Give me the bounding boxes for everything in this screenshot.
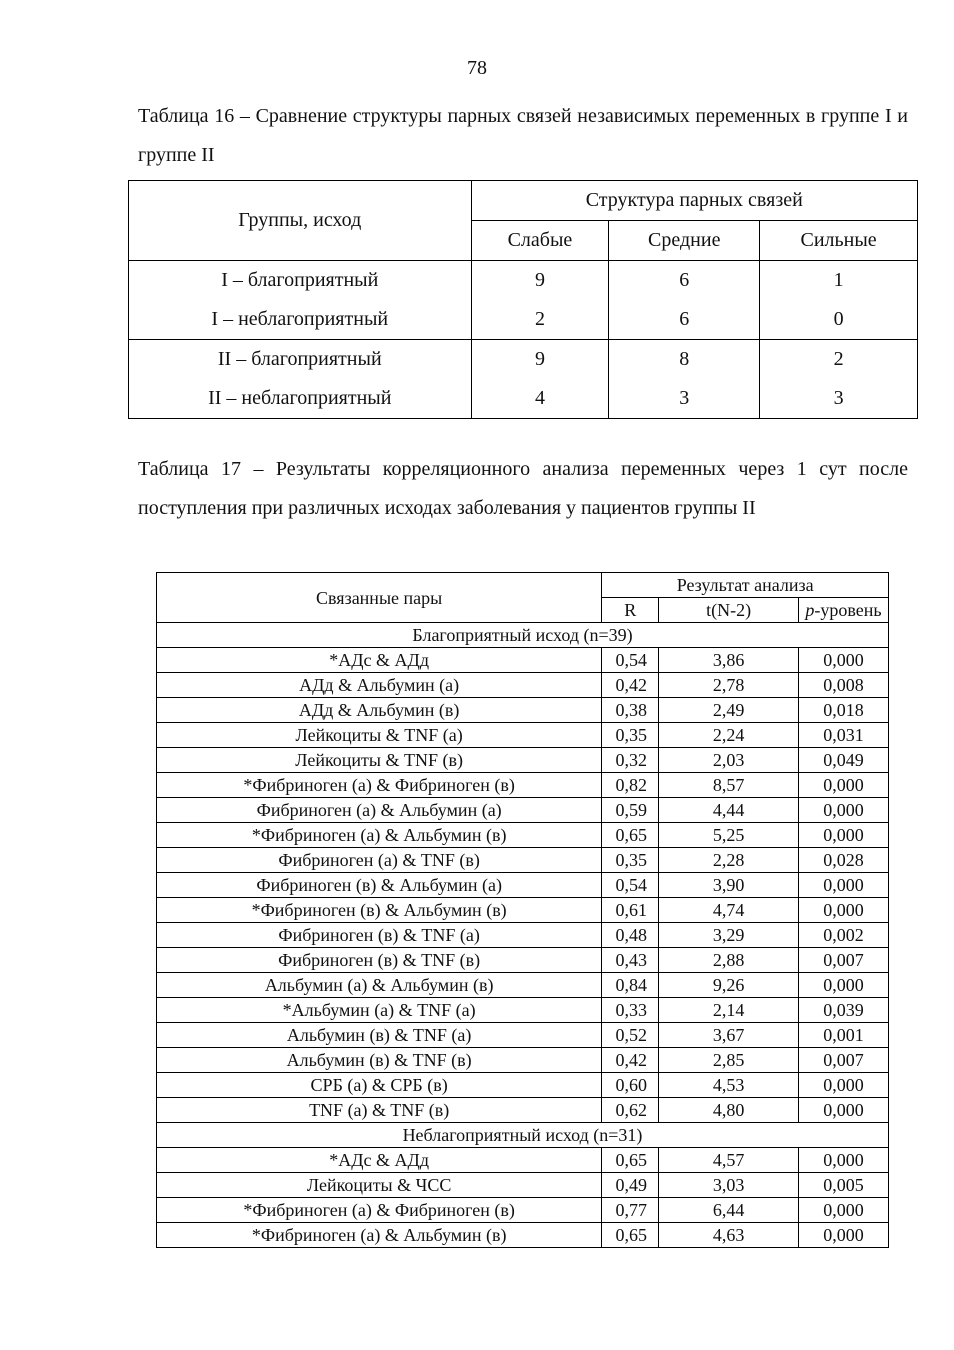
table-row (157, 923, 889, 948)
pair-cell: АДд & Альбумин (в) (157, 698, 602, 723)
medium-value: 6 (679, 269, 690, 291)
pair-cell: *Фибриноген (а) & Альбумин (в) (157, 1223, 602, 1248)
table-row (157, 823, 889, 848)
weak-cell (471, 261, 609, 340)
p-cell: 0,005 (799, 1173, 889, 1198)
table-row (157, 798, 889, 823)
r-cell: 0,48 (602, 923, 659, 948)
p-cell: 0,000 (799, 1198, 889, 1223)
r-cell: 0,82 (602, 773, 659, 798)
r-cell: 0,32 (602, 748, 659, 773)
p-cell: 0,000 (799, 1098, 889, 1123)
pair-cell: Альбумин (а) & Альбумин (в) (157, 973, 602, 998)
t-cell: 3,90 (659, 873, 799, 898)
weak-cell (471, 340, 609, 419)
page-number: 78 (467, 57, 487, 79)
header-related-pairs: Связанные пары (157, 573, 602, 623)
r-cell: 0,38 (602, 698, 659, 723)
p-cell: 0,039 (799, 998, 889, 1023)
medium-value: 6 (679, 308, 690, 330)
p-cell: 0,000 (799, 648, 889, 673)
p-cell: 0,049 (799, 748, 889, 773)
section-row (157, 623, 889, 648)
table-row (157, 1023, 889, 1048)
header-analysis-result: Результат анализа (602, 573, 889, 598)
t-cell: 3,67 (659, 1023, 799, 1048)
weak-value: 9 (534, 348, 545, 370)
p-cell: 0,000 (799, 798, 889, 823)
table-row (157, 673, 889, 698)
t-cell: 4,80 (659, 1098, 799, 1123)
r-cell: 0,54 (602, 648, 659, 673)
p-cell: 0,000 (799, 773, 889, 798)
table-17 (156, 572, 889, 1248)
weak-value: 9 (534, 269, 545, 291)
r-cell: 0,60 (602, 1073, 659, 1098)
section-row (157, 1123, 889, 1148)
r-cell: 0,54 (602, 873, 659, 898)
p-cell: 0,000 (799, 823, 889, 848)
pair-cell: Фибриноген (а) & Альбумин (а) (157, 798, 602, 823)
p-cell: 0,001 (799, 1023, 889, 1048)
strong-value: 3 (833, 387, 844, 409)
medium-cell (609, 340, 760, 419)
group-cell (129, 340, 472, 419)
t-cell: 6,44 (659, 1198, 799, 1223)
t-cell: 9,26 (659, 973, 799, 998)
header-weak: Слабые (471, 221, 609, 261)
strong-cell (760, 340, 918, 419)
p-cell: 0,000 (799, 973, 889, 998)
section-title: Благоприятный исход (n=39) (157, 623, 889, 648)
medium-cell (609, 261, 760, 340)
t-cell: 4,57 (659, 1148, 799, 1173)
r-cell: 0,62 (602, 1098, 659, 1123)
r-cell: 0,35 (602, 723, 659, 748)
table-row (157, 948, 889, 973)
strong-value: 2 (833, 348, 844, 370)
strong-value: 0 (833, 308, 844, 330)
table-16 (128, 180, 918, 419)
p-cell: 0,018 (799, 698, 889, 723)
group-label: II – неблагоприятный (208, 387, 392, 409)
t-cell: 2,78 (659, 673, 799, 698)
r-cell: 0,65 (602, 1223, 659, 1248)
strong-cell (760, 261, 918, 340)
header-t: t(N-2) (659, 598, 799, 623)
t-cell: 2,03 (659, 748, 799, 773)
table-row (157, 698, 889, 723)
group-label: I – благоприятный (221, 269, 379, 291)
p-cell: 0,000 (799, 1073, 889, 1098)
medium-value: 3 (679, 387, 690, 409)
r-cell: 0,35 (602, 848, 659, 873)
r-cell: 0,65 (602, 1148, 659, 1173)
table-17-caption: Таблица 17 – Результаты корреляционного анализа переменных через 1 сут после поступления при различных исходах заболевания у пациентов группы II (138, 458, 908, 519)
r-cell: 0,65 (602, 823, 659, 848)
header-groups-outcome: Группы, исход (129, 181, 472, 261)
pair-cell: *Фибриноген (в) & Альбумин (в) (157, 898, 602, 923)
table-row (157, 1173, 889, 1198)
t-cell: 2,88 (659, 948, 799, 973)
weak-value: 2 (534, 308, 545, 330)
r-cell: 0,77 (602, 1198, 659, 1223)
t-cell: 2,24 (659, 723, 799, 748)
t-cell: 2,49 (659, 698, 799, 723)
p-cell: 0,002 (799, 923, 889, 948)
table-row (157, 723, 889, 748)
t-cell: 3,29 (659, 923, 799, 948)
pair-cell: Фибриноген (в) & Альбумин (а) (157, 873, 602, 898)
header-pair-structure: Структура парных связей (471, 181, 917, 221)
table-17-body (157, 623, 889, 1248)
pair-cell: Лейкоциты & TNF (в) (157, 748, 602, 773)
table-row (157, 898, 889, 923)
table-row (157, 1148, 889, 1173)
pair-cell: Альбумин (в) & TNF (в) (157, 1048, 602, 1073)
t-cell: 4,44 (659, 798, 799, 823)
pair-cell: *АДс & АДд (157, 648, 602, 673)
table-row (157, 973, 889, 998)
r-cell: 0,42 (602, 1048, 659, 1073)
r-cell: 0,33 (602, 998, 659, 1023)
p-cell: 0,007 (799, 948, 889, 973)
table-row (157, 1198, 889, 1223)
r-cell: 0,84 (602, 973, 659, 998)
table-row (157, 873, 889, 898)
pair-cell: *Альбумин (а) & TNF (а) (157, 998, 602, 1023)
header-p-letter: p (805, 600, 815, 620)
pair-cell: *Фибриноген (а) & Фибриноген (в) (157, 1198, 602, 1223)
group-cell (129, 261, 472, 340)
section-title: Неблагоприятный исход (n=31) (157, 1123, 889, 1148)
pair-cell: TNF (а) & TNF (в) (157, 1098, 602, 1123)
group-label: II – благоприятный (217, 348, 382, 370)
medium-value: 8 (679, 348, 690, 370)
table-row (157, 748, 889, 773)
p-cell: 0,000 (799, 1148, 889, 1173)
table-row (157, 1048, 889, 1073)
pair-cell: Альбумин (в) & TNF (а) (157, 1023, 602, 1048)
pair-cell: Фибриноген (в) & TNF (в) (157, 948, 602, 973)
header-strong: Сильные (760, 221, 918, 261)
pair-cell: Фибриноген (а) & TNF (в) (157, 848, 602, 873)
table-row (157, 773, 889, 798)
t-cell: 3,86 (659, 648, 799, 673)
r-cell: 0,59 (602, 798, 659, 823)
r-cell: 0,43 (602, 948, 659, 973)
pair-cell: *АДс & АДд (157, 1148, 602, 1173)
t-cell: 2,28 (659, 848, 799, 873)
pair-cell: *Фибриноген (а) & Альбумин (в) (157, 823, 602, 848)
p-cell: 0,031 (799, 723, 889, 748)
r-cell: 0,52 (602, 1023, 659, 1048)
table-row (157, 848, 889, 873)
table-16-caption: Таблица 16 – Сравнение структуры парных связей независимых переменных в группе I и группе II (138, 105, 908, 166)
strong-value: 1 (833, 269, 844, 291)
header-p-level (799, 598, 889, 623)
pair-cell: АДд & Альбумин (а) (157, 673, 602, 698)
r-cell: 0,61 (602, 898, 659, 923)
t-cell: 4,53 (659, 1073, 799, 1098)
pair-cell: Лейкоциты & TNF (а) (157, 723, 602, 748)
t-cell: 2,14 (659, 998, 799, 1023)
pair-cell: Фибриноген (в) & TNF (а) (157, 923, 602, 948)
table-row (157, 1073, 889, 1098)
t-cell: 2,85 (659, 1048, 799, 1073)
t-cell: 8,57 (659, 773, 799, 798)
r-cell: 0,49 (602, 1173, 659, 1198)
weak-value: 4 (534, 387, 545, 409)
t-cell: 3,03 (659, 1173, 799, 1198)
p-cell: 0,000 (799, 898, 889, 923)
header-medium: Средние (609, 221, 760, 261)
table-row (157, 1223, 889, 1248)
table-row (157, 1098, 889, 1123)
t-cell: 4,74 (659, 898, 799, 923)
pair-cell: *Фибриноген (а) & Фибриноген (в) (157, 773, 602, 798)
table-row (157, 998, 889, 1023)
p-cell: 0,000 (799, 873, 889, 898)
t-cell: 5,25 (659, 823, 799, 848)
header-r: R (602, 598, 659, 623)
t-cell: 4,63 (659, 1223, 799, 1248)
header-p-suffix: -уровень (814, 600, 882, 620)
pair-cell: СРБ (а) & СРБ (в) (157, 1073, 602, 1098)
p-cell: 0,000 (799, 1223, 889, 1248)
p-cell: 0,008 (799, 673, 889, 698)
group-label: I – неблагоприятный (211, 308, 389, 330)
p-cell: 0,028 (799, 848, 889, 873)
pair-cell: Лейкоциты & ЧСС (157, 1173, 602, 1198)
p-cell: 0,007 (799, 1048, 889, 1073)
r-cell: 0,42 (602, 673, 659, 698)
table-row (157, 648, 889, 673)
